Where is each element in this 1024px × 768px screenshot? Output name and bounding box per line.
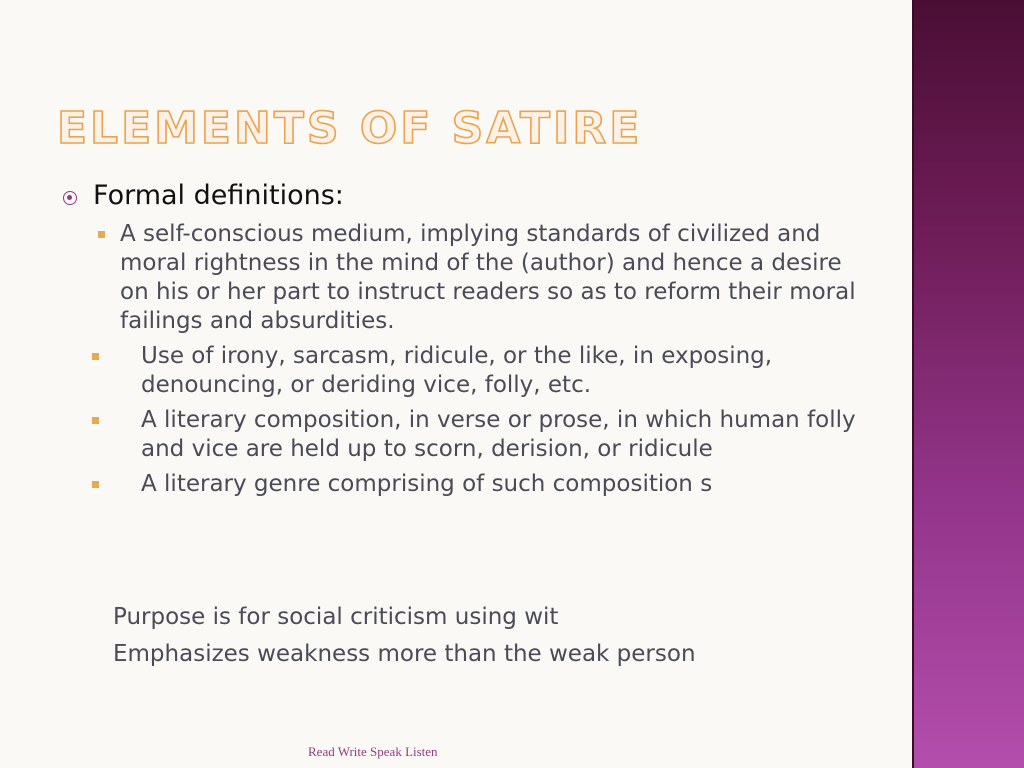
square-bullet-icon — [92, 353, 99, 360]
slide-body — [60, 180, 860, 505]
slide-footer: Read Write Speak Listen — [308, 744, 438, 759]
definition-item — [60, 470, 860, 499]
definition-text: A self-conscious medium, implying standards of civilized and moral rightness in the mind of the (author) and hence a desire on his or her part to instruct readers so as to reform their moral failings and absurdities. — [120, 221, 856, 334]
summary-notes — [113, 599, 696, 673]
definition-text: A literary genre comprising of such composition s — [141, 471, 713, 497]
slide-title: ELEMENTS OF SATIRE — [57, 103, 643, 154]
note-purpose: Purpose is for social criticism using wit — [113, 604, 559, 630]
definition-item — [60, 220, 860, 336]
bullet-formal-definitions — [60, 180, 860, 212]
square-bullet-icon — [98, 231, 105, 238]
definition-list — [60, 220, 860, 499]
note-emphasis: Emphasizes weakness more than the weak person — [113, 641, 696, 667]
decorative-side-band — [912, 0, 1024, 768]
bullet-text: Formal definitions: — [93, 180, 344, 211]
square-bullet-icon — [92, 481, 99, 488]
definition-text: A literary composition, in verse or prose, in which human folly and vice are held up to scorn, derision, or ridicule — [141, 407, 856, 462]
definition-text: Use of irony, sarcasm, ridicule, or the like, in exposing, denouncing, or deriding vice, folly, etc. — [141, 343, 773, 398]
definition-item — [60, 406, 860, 464]
definition-item — [60, 342, 860, 400]
circle-dot-bullet-icon — [63, 191, 77, 205]
square-bullet-icon — [92, 417, 99, 424]
